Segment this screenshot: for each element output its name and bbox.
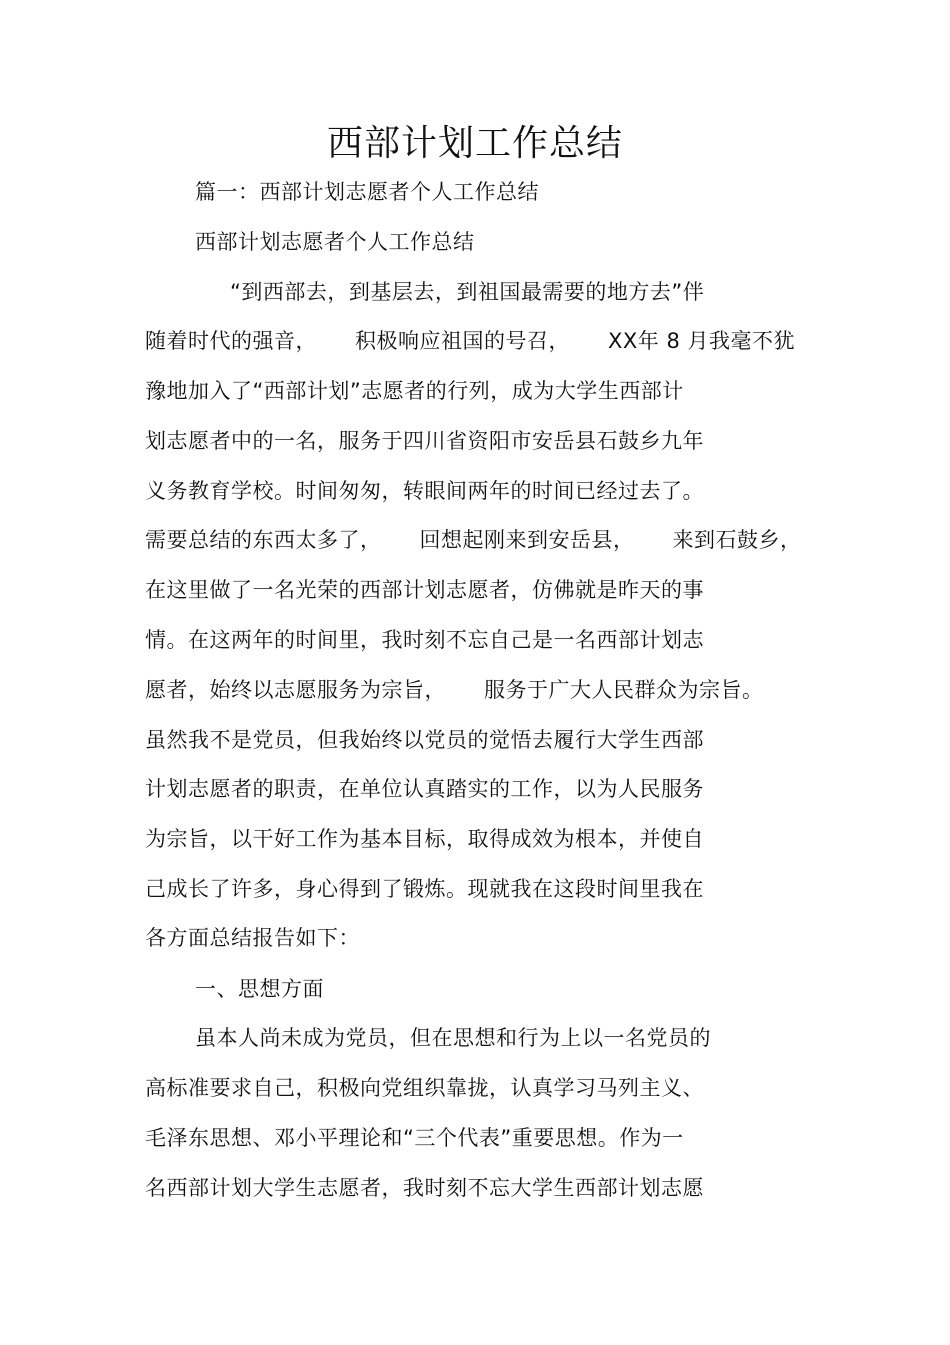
text-run: 需要总结的东西太多了，	[145, 528, 382, 552]
paragraph-line: 划志愿者中的一名，服务于四川省资阳市安岳县石鼓乡九年	[145, 429, 704, 453]
paragraph-line: 为宗旨，以干好工作为基本目标，取得成效为根本，并使自	[145, 827, 704, 851]
text-run: 回想起刚来到安岳县，	[419, 528, 635, 552]
text-run: 来到石鼓乡，	[672, 528, 802, 552]
text-run: 积极响应祖国的号召，	[355, 329, 570, 353]
paragraph-line: 情。在这两年的时间里，我时刻不忘自己是一名西部计划志	[145, 628, 704, 652]
paragraph-line: 己成长了许多，身心得到了锻炼。现就我在这段时间里我在	[145, 877, 704, 901]
paragraph-line: 各方面总结报告如下：	[145, 926, 360, 950]
paragraph-line: 毛泽东思想、邓小平理论和“三个代表”重要思想。作为一	[145, 1126, 684, 1150]
paragraph-line: 计划志愿者的职责，在单位认真踏实的工作，以为人民服务	[145, 777, 704, 801]
text-run: XX年 8 月我毫不犹	[608, 329, 795, 353]
document-title: 西部计划工作总结	[326, 123, 623, 164]
paragraph-line: 虽本人尚未成为党员，但在思想和行为上以一名党员的	[195, 1026, 711, 1050]
paragraph-line: 义务教育学校。时间匆匆，转眼间两年的时间已经过去了。	[145, 479, 704, 503]
paragraph-line: 在这里做了一名光荣的西部计划志愿者，仿佛就是昨天的事	[145, 578, 704, 602]
text-run: 随着时代的强音，	[145, 329, 317, 353]
paragraph-line: 豫地加入了“西部计划”志愿者的行列，成为大学生西部计	[145, 379, 684, 403]
paragraph-line	[145, 525, 802, 555]
paragraph-line	[145, 675, 764, 705]
paragraph-line: 虽然我不是党员，但我始终以党员的觉悟去履行大学生西部	[145, 728, 704, 752]
text-run: 服务于广大人民群众为宗旨。	[484, 678, 764, 702]
paragraph-line	[145, 326, 795, 356]
chapter-heading: 篇一：西部计划志愿者个人工作总结	[195, 180, 539, 204]
text-run: 愿者，始终以志愿服务为宗旨，	[145, 678, 446, 702]
paragraph-line: 名西部计划大学生志愿者，我时刻不忘大学生西部计划志愿	[145, 1176, 704, 1200]
paragraph-line: 高标准要求自己，积极向党组织靠拢，认真学习马列主义、	[145, 1076, 704, 1100]
section-heading: 一、思想方面	[195, 977, 324, 1001]
paragraph-line: “到西部去，到基层去，到祖国最需要的地方去”伴	[230, 280, 705, 304]
section-subtitle: 西部计划志愿者个人工作总结	[195, 230, 475, 254]
